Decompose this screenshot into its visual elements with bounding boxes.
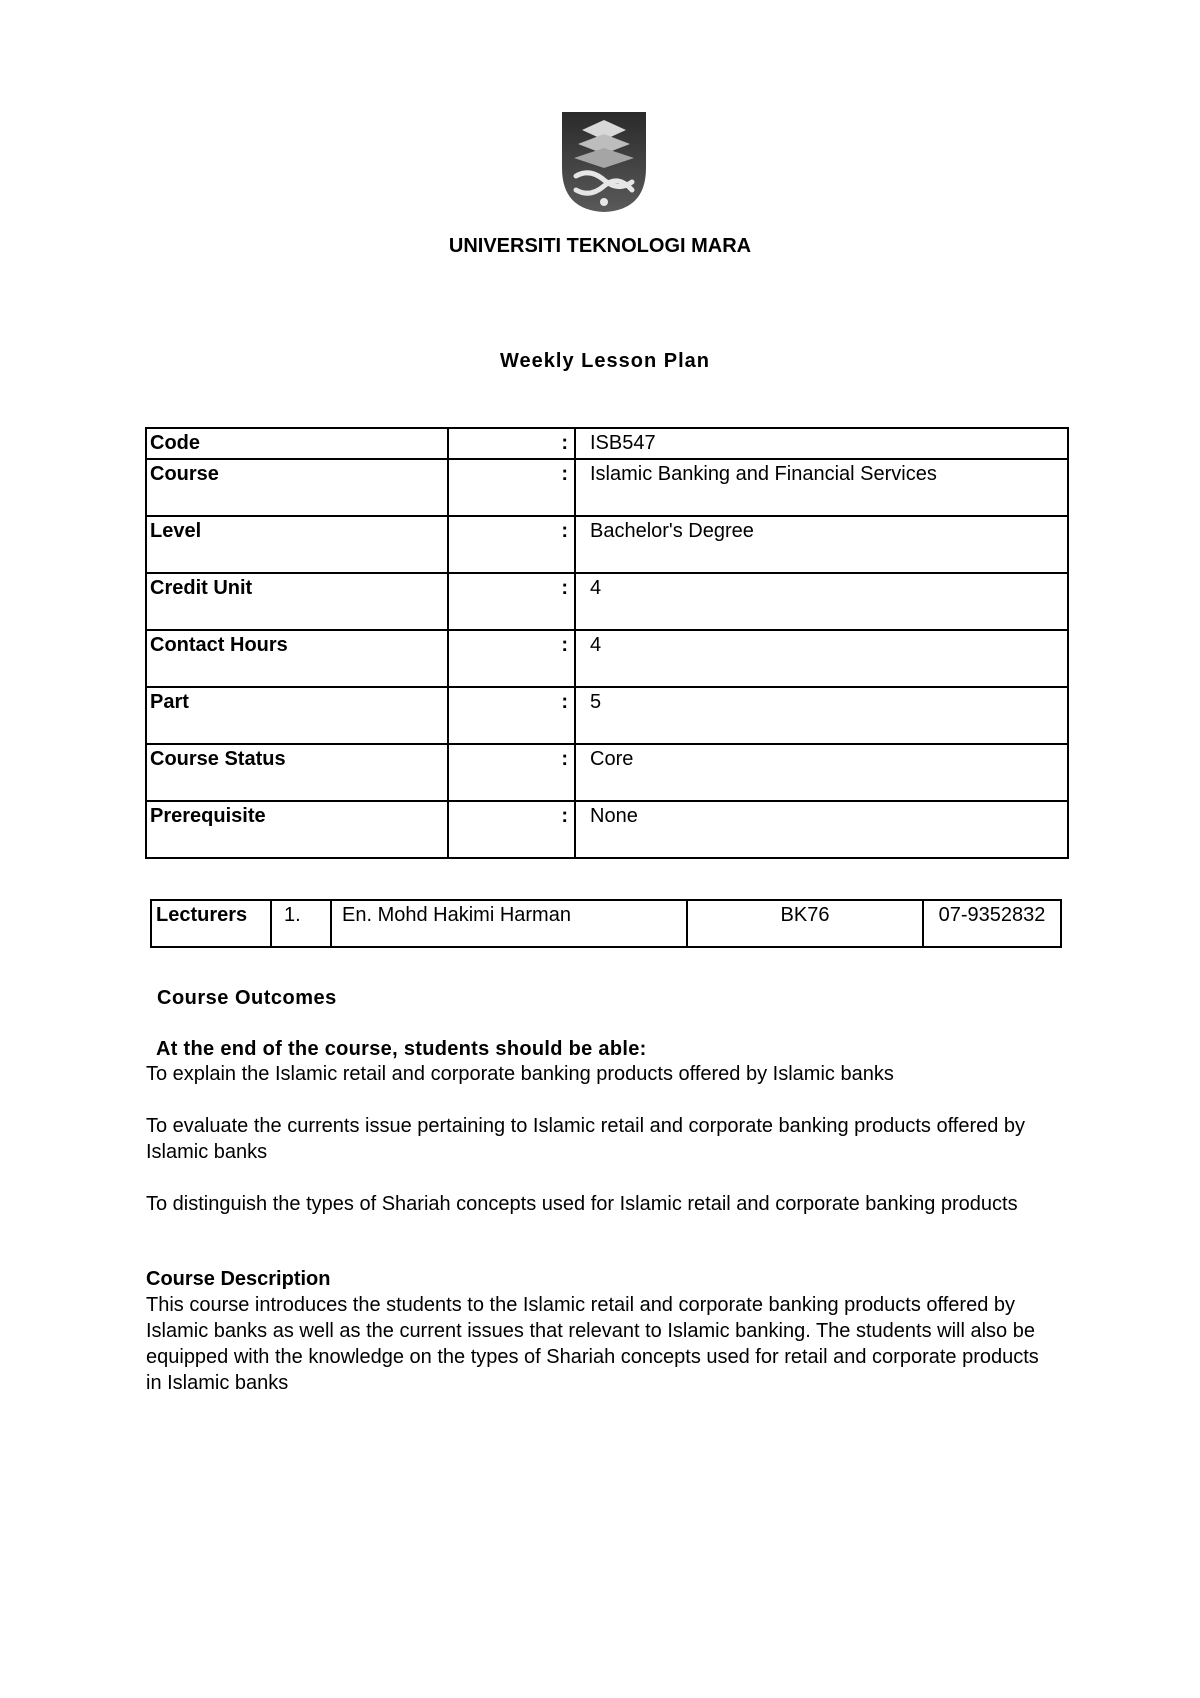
info-label: Part — [146, 687, 448, 744]
info-value: ISB547 — [575, 428, 1068, 459]
info-colon: : — [448, 801, 575, 858]
info-value: 5 — [575, 687, 1068, 744]
info-colon: : — [448, 630, 575, 687]
lecturer-room: BK76 — [687, 900, 923, 947]
page-title: Weekly Lesson Plan — [500, 350, 710, 372]
lecturers-table — [150, 899, 1062, 948]
info-colon: : — [448, 687, 575, 744]
list-item: To evaluate the currents issue pertaining to Islamic retail and corporate banking products offered by Islamic banks — [146, 1115, 1026, 1163]
course-description-heading: Course Description — [146, 1268, 331, 1290]
table-row — [146, 459, 1068, 516]
uitm-logo-icon — [560, 110, 648, 214]
info-value: Core — [575, 744, 1068, 801]
info-label: Prerequisite — [146, 801, 448, 858]
table-row — [146, 428, 1068, 459]
course-description-body: This course introduces the students to the Islamic retail and corporate banking products offered by Islamic banks as well as the current issues that relevant to Islamic banking. The students will also be equipped with the knowledge on the types of Shariah concepts used for retail and corporate products in Islamic banks — [146, 1294, 1039, 1394]
table-row — [146, 516, 1068, 573]
course-outcomes-list — [146, 1061, 1046, 1243]
lecturers-label: Lecturers — [151, 900, 271, 947]
course-info-table — [145, 427, 1069, 859]
table-row — [146, 801, 1068, 858]
info-label: Code — [146, 428, 448, 459]
info-value: Islamic Banking and Financial Services — [575, 459, 1068, 516]
table-row — [146, 573, 1068, 630]
table-row — [151, 900, 1061, 947]
info-label: Level — [146, 516, 448, 573]
info-label: Contact Hours — [146, 630, 448, 687]
info-colon: : — [448, 573, 575, 630]
table-row — [146, 744, 1068, 801]
info-value: None — [575, 801, 1068, 858]
info-colon: : — [448, 744, 575, 801]
list-item: To distinguish the types of Shariah concepts used for Islamic retail and corporate banking products — [146, 1193, 1018, 1215]
lecturer-name: En. Mohd Hakimi Harman — [331, 900, 687, 947]
table-row — [146, 687, 1068, 744]
lecturer-number: 1. — [271, 900, 331, 947]
info-label: Course Status — [146, 744, 448, 801]
course-outcomes-heading: Course Outcomes — [157, 987, 337, 1009]
info-colon: : — [448, 459, 575, 516]
info-label: Credit Unit — [146, 573, 448, 630]
info-value: 4 — [575, 573, 1068, 630]
info-label: Course — [146, 459, 448, 516]
course-outcomes-intro: At the end of the course, students should be able: — [156, 1038, 647, 1060]
info-value: 4 — [575, 630, 1068, 687]
list-item: To explain the Islamic retail and corporate banking products offered by Islamic banks — [146, 1063, 894, 1085]
university-name: UNIVERSITI TEKNOLOGI MARA — [448, 235, 752, 257]
table-row — [146, 630, 1068, 687]
info-colon: : — [448, 516, 575, 573]
lecturer-phone: 07-9352832 — [923, 900, 1061, 947]
info-colon: : — [448, 428, 575, 459]
info-value: Bachelor's Degree — [575, 516, 1068, 573]
